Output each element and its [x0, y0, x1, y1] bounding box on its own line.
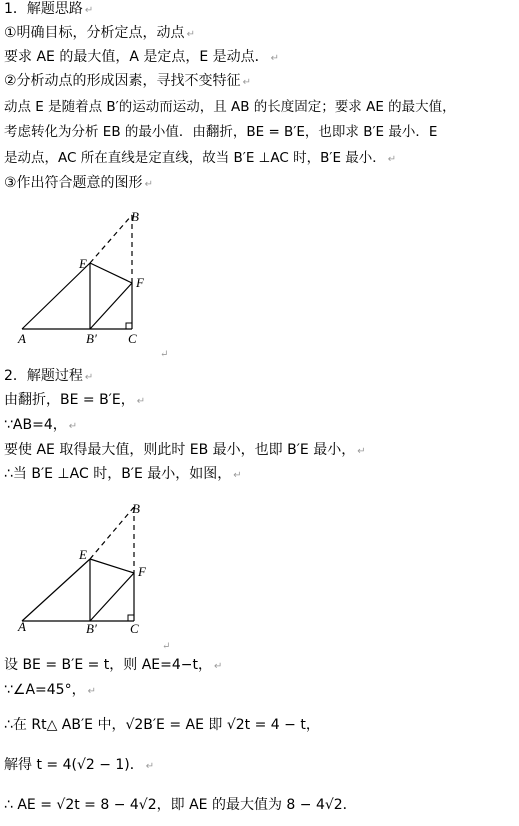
label-Bprime: B′	[86, 621, 97, 636]
label-E: E	[79, 547, 87, 562]
solution-line-8: 解得 t = 4(√2 − 1)． ↵	[4, 757, 155, 773]
solution-line-6: ∵∠A=45°， ↵	[4, 682, 96, 698]
section2-heading: 2．解题过程 ↵	[4, 368, 94, 384]
label-Bprime: B′	[86, 331, 97, 346]
line-EB-dashed	[90, 215, 132, 263]
label-A: A	[18, 331, 26, 346]
line-EB-dashed	[90, 507, 134, 559]
line-BpF	[90, 573, 134, 621]
label-B: B	[131, 209, 139, 224]
paragraph-line-3: 是动点，AC 所在直线是定直线，故当 B′E ⊥AC 时，B′E 最小． ↵	[4, 150, 397, 166]
line-EF	[90, 559, 134, 573]
label-B: B	[132, 501, 140, 516]
step1-text: ①明确目标，分析定点，动点 ↵	[4, 25, 195, 41]
solution-line-4: ∴当 B′E ⊥AC 时，B′E 最小，如图， ↵	[4, 466, 242, 482]
solution-line-9: ∴ AE = √2t = 8 − 4√2，即 AE 的最大值为 8 − 4√2．	[4, 797, 357, 813]
line-BpF	[90, 283, 132, 329]
label-F: F	[136, 275, 144, 290]
step3-text: ③作出符合题意的图形 ↵	[4, 175, 153, 191]
solution-line-1: 由翻折，BE = B′E， ↵	[4, 392, 146, 408]
solution-line-7: ∴在 Rt△ AB′E 中，√2B′E = AE 即 √2t = 4 − t，	[4, 717, 320, 733]
label-C: C	[130, 621, 139, 636]
label-F: F	[138, 564, 146, 579]
return-mark: ↵	[160, 349, 169, 360]
paragraph-line-2: 考虑转化为分析 EB 的最小值．由翻折，BE = B′E，也即求 B′E 最小．E	[4, 124, 438, 140]
line-AE	[22, 559, 90, 621]
line-EF	[90, 263, 132, 283]
geometry-figure-2	[0, 497, 200, 657]
solution-line-3: 要使 AE 取得最大值，则此时 EB 最小，也即 B′E 最小， ↵	[4, 442, 366, 458]
label-A: A	[18, 619, 26, 634]
label-C: C	[128, 331, 137, 346]
label-E: E	[79, 256, 87, 271]
geometry-figure-1	[0, 205, 200, 365]
solution-line-2: ∵AB=4， ↵	[4, 417, 78, 433]
goal-text: 要求 AE 的最大值，A 是定点，E 是动点． ↵	[4, 49, 280, 65]
solution-line-5: 设 BE = B′E = t，则 AE=4−t， ↵	[4, 657, 223, 673]
line-AE	[22, 263, 90, 329]
paragraph-line-1: 动点 E 是随着点 B′的运动而运动，且 AB 的长度固定；要求 AE 的最大值，	[4, 99, 456, 115]
step2-text: ②分析动点的形成因素，寻找不变特征 ↵	[4, 73, 251, 89]
return-mark: ↵	[162, 641, 171, 652]
right-angle-mark-C	[126, 323, 132, 329]
section1-heading: 1．解题思路 ↵	[4, 1, 94, 17]
